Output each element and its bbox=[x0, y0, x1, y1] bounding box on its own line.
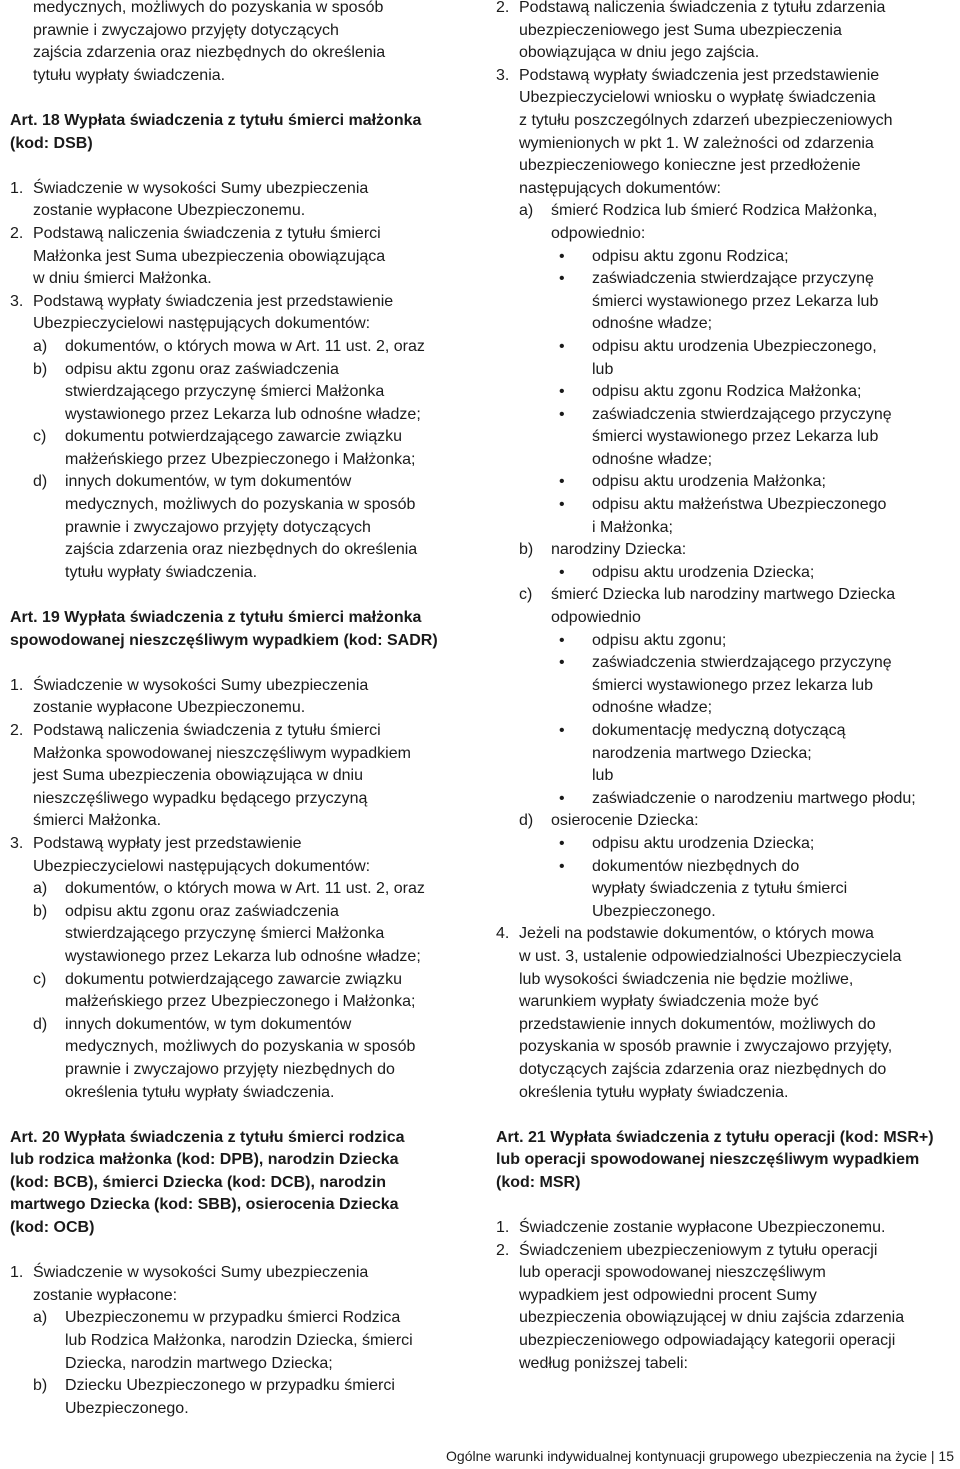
art19-p1: 1. Świadczenie w wysokości Sumy ubezpieczenia zostanie wypłacone Ubezpieczonemu. bbox=[10, 675, 462, 720]
text-line: Ubezpieczycielowi następujących dokumentów: bbox=[33, 315, 371, 333]
text-line: obowiązująca w dniu jego zajścia. bbox=[519, 44, 760, 62]
text-line: Art. 21 Wypłata świadczenia z tytułu operacji (kod: MSR+) bbox=[496, 1128, 934, 1146]
art18-b: b) odpisu aktu zgonu oraz zaświadczenia stwierdzającego przyczynę śmierci Małżonka wystawionego przez Lekarza lub odnośne władze; bbox=[10, 359, 462, 427]
text-line: określenia tytułu wypłaty świadczenia. bbox=[65, 1083, 335, 1101]
text-line: lub bbox=[592, 360, 614, 378]
art20-p3-b-bullets bbox=[496, 562, 958, 585]
text-line: zaświadczenia stwierdzającego przyczynę bbox=[592, 405, 892, 423]
text-line: Podstawą wypłaty świadczenia jest przedstawienie bbox=[33, 292, 394, 310]
text-line: narodziny Dziecka: bbox=[551, 541, 687, 559]
text-line: Podstawą naliczenia świadczenia z tytułu śmierci bbox=[33, 722, 381, 739]
text-line: lub operacji spowodowanej nieszczęśliwym bbox=[519, 1264, 826, 1282]
text-line: i Małżonka; bbox=[592, 518, 673, 536]
bullet-item bbox=[496, 381, 958, 404]
text-line: medycznych, możliwych do pozyskania w sposób bbox=[65, 496, 416, 514]
text-line: w dniu śmierci Małżonka. bbox=[33, 270, 212, 288]
art20-p3-d-bullets bbox=[496, 833, 958, 923]
text-line: stwierdzającego przyczynę śmierci Małżonka bbox=[65, 925, 385, 943]
text-line: ubezpieczeniowego odpowiadający kategorii operacji bbox=[519, 1332, 896, 1350]
text-line: Świadczenie w wysokości Sumy ubezpieczenia bbox=[33, 1264, 369, 1282]
text-line: lub operacji spowodowanej nieszczęśliwym wypadkiem bbox=[496, 1151, 920, 1169]
text-line: Ubezpieczycielowi następujących dokumentów: bbox=[33, 857, 371, 875]
text-line: Ubezpieczonego. bbox=[592, 902, 716, 920]
text-line: według poniższej tabeli: bbox=[519, 1354, 688, 1372]
text-line: osierocenie Dziecka: bbox=[551, 812, 699, 830]
bullet-icon: • bbox=[559, 405, 565, 423]
bullet-icon: • bbox=[559, 337, 565, 355]
text-line: dotyczących zajścia zdarzenia oraz niezbędnych do bbox=[519, 1060, 887, 1078]
text-line: narodzenia martwego Dziecka; bbox=[592, 744, 812, 762]
bullet-item bbox=[496, 630, 958, 653]
art19-c: c) dokumentu potwierdzającego zawarcie związku małżeńskiego przez Ubezpieczonego i Małżonka; bbox=[10, 969, 462, 1014]
art19-p3: 3. Podstawą wypłaty jest przedstawienie Ubezpieczycielowi następujących dokumentów: bbox=[10, 833, 462, 878]
art19-p2: 2. Podstawą naliczenia świadczenia z tytułu śmierci Małżonka spowodowanej nieszczęśliwym wypadkiem jest Suma ubezpieczenia obowiązująca w dniu nieszczęśliwego wypadku będącego przyczyną śmierci Małżonka. bbox=[10, 720, 462, 833]
text-line: śmierć Rodzica lub śmierć Rodzica Małżonka, bbox=[551, 202, 878, 220]
art20-p3-b: b) narodziny Dziecka: bbox=[496, 539, 958, 562]
text-line: Małżonka jest Suma ubezpieczenia obowiązująca bbox=[33, 247, 386, 265]
art20-p4: 4. Jeżeli na podstawie dokumentów, o których mowa w ust. 3, ustalenie odpowiedzialności Ubezpieczyciela lub wysokości świadczenia nie będzie możliwe, warunkiem wypłaty świadczenia może być przedstawienie innych dokumentów, możliwych do pozyskania w sposób prawnie i zwyczajowo przyjęty, dotyczących zajścia zdarzenia oraz niezbędnych do określenia tytułu wypłaty świadczenia. bbox=[496, 923, 958, 1104]
text-line: innych dokumentów, w tym dokumentów bbox=[65, 473, 352, 491]
art18-a: a) dokumentów, o których mowa w Art. 11 ust. 2, oraz bbox=[10, 336, 462, 359]
text-line: śmierci wystawionego przez Lekarza lub bbox=[592, 428, 879, 446]
bullet-item bbox=[496, 856, 958, 924]
bullet-icon: • bbox=[559, 631, 565, 649]
text-line: lub wysokości świadczenia nie będzie możliwe, bbox=[519, 970, 854, 988]
text-line: małżeńskiego przez Ubezpieczonego i Małżonka; bbox=[65, 993, 416, 1011]
text-line: zostanie wypłacone Ubezpieczonemu. bbox=[33, 202, 306, 220]
text-line: medycznych, możliwych do pozyskania w sposób bbox=[33, 0, 384, 16]
text-line: stwierdzającego przyczynę śmierci Małżonka bbox=[65, 383, 385, 401]
bullet-item bbox=[496, 246, 958, 269]
art19-d: d) innych dokumentów, w tym dokumentów medycznych, możliwych do pozyskania w sposób prawnie i zwyczajowo przyjęty niezbędnych do określenia tytułu wypłaty świadczenia. bbox=[10, 1014, 462, 1104]
text-line: odpisu aktu zgonu Rodzica Małżonka; bbox=[592, 383, 862, 401]
art20-p3-c: c) śmierć Dziecka lub narodziny martwego Dziecka odpowiednio bbox=[496, 584, 958, 629]
text-line: Podstawą wypłaty jest przedstawienie bbox=[33, 834, 302, 852]
text-line: odpisu aktu zgonu oraz zaświadczenia bbox=[65, 360, 339, 378]
art21-p2: 2. Świadczeniem ubezpieczeniowym z tytułu operacji lub operacji spowodowanej nieszczęśliwym wypadkiem jest odpowiedni procent Sumy ubezpieczenia obowiązującej w dniu zajścia zdarzenia ubezpieczeniowego odpowiadający kategorii operacji według poniższej tabeli: bbox=[496, 1240, 958, 1376]
art20-a: a) Ubezpieczonemu w przypadku śmierci Rodzica lub Rodzica Małżonka, narodzin Dziecka, śmierci Dziecka, narodzin martwego Dziecka; bbox=[10, 1307, 462, 1375]
text-line: śmierć Dziecka lub narodziny martwego Dziecka bbox=[551, 586, 896, 604]
text-line: prawnie i zwyczajowo przyjęty niezbędnych do bbox=[65, 1060, 395, 1078]
text-line: innych dokumentów, w tym dokumentów bbox=[65, 1015, 352, 1033]
text-line: wypadkiem jest odpowiedni procent Sumy bbox=[519, 1286, 817, 1304]
text-line: śmierci wystawionego przez Lekarza lub bbox=[592, 292, 879, 310]
art20-p3-c-bullets bbox=[496, 630, 958, 811]
text-line: Świadczeniem ubezpieczeniowym z tytułu operacji bbox=[519, 1241, 878, 1259]
text-line: odpisu aktu urodzenia Dziecka; bbox=[592, 834, 815, 852]
art21-p1: 1. Świadczenie zostanie wypłacone Ubezpieczonemu. bbox=[496, 1217, 958, 1240]
bullet-icon: • bbox=[559, 473, 565, 491]
text-line: odpowiednio: bbox=[551, 224, 646, 242]
text-line: warunkiem wypłaty świadczenia może być bbox=[519, 993, 819, 1011]
text-line: (kod: DSB) bbox=[10, 134, 93, 152]
text-line: (kod: MSR) bbox=[496, 1173, 581, 1191]
art20-title bbox=[10, 1127, 462, 1240]
right-column bbox=[496, 0, 958, 1375]
bullet-icon: • bbox=[559, 857, 565, 875]
bullet-item bbox=[496, 833, 958, 856]
bullet-icon: • bbox=[559, 383, 565, 401]
text-line: wypłaty świadczenia z tytułu śmierci bbox=[592, 880, 848, 898]
text-line: dokumentu potwierdzającego zawarcie związku bbox=[65, 428, 403, 446]
text-line: Świadczenie zostanie wypłacone Ubezpieczonemu. bbox=[519, 1219, 886, 1237]
text-line: następujących dokumentów: bbox=[519, 179, 721, 197]
text-line: zaświadczenia stwierdzające przyczynę bbox=[592, 270, 874, 288]
art20-b: b) Dziecku Ubezpieczonego w przypadku śmierci Ubezpieczonego. bbox=[10, 1375, 462, 1420]
text-line: spowodowanej nieszczęśliwym wypadkiem (kod: SADR) bbox=[10, 631, 438, 649]
text-line: odpisu aktu zgonu oraz zaświadczenia bbox=[65, 902, 339, 920]
text-line: z tytułu poszczególnych zdarzeń ubezpieczeniowych bbox=[519, 111, 893, 129]
text-line: dokumentu potwierdzającego zawarcie związku bbox=[65, 970, 403, 988]
bullet-item bbox=[496, 720, 958, 788]
art21-title bbox=[496, 1127, 958, 1195]
text-line: martwego Dziecka (kod: SBB), osierocenia Dziecka bbox=[10, 1196, 399, 1214]
text-line: odpowiednio bbox=[551, 609, 641, 627]
text-line: odpisu aktu małżeństwa Ubezpieczonego bbox=[592, 496, 887, 514]
page-footer: Ogólne warunki indywidualnej kontynuacji grupowego ubezpieczenia na życie | 15 bbox=[446, 1448, 954, 1464]
text-line: śmierci wystawionego przez lekarza lub bbox=[592, 676, 873, 694]
text-line: Art. 20 Wypłata świadczenia z tytułu śmierci rodzica bbox=[10, 1128, 405, 1146]
text-line: odpisu aktu urodzenia Małżonka; bbox=[592, 473, 826, 491]
text-line: zostanie wypłacone Ubezpieczonemu. bbox=[33, 699, 306, 717]
bullet-icon: • bbox=[559, 247, 565, 265]
text-line: zaświadczenie o narodzeniu martwego płodu; bbox=[592, 789, 916, 807]
text-line: dokumentów niezbędnych do bbox=[592, 857, 800, 875]
text-line: (kod: OCB) bbox=[10, 1219, 95, 1237]
bullet-item bbox=[496, 788, 958, 811]
text-line: dokumentów, o których mowa w Art. 11 ust. 2, oraz bbox=[65, 880, 425, 898]
text-line: Ubezpieczonemu w przypadku śmierci Rodzica bbox=[65, 1309, 401, 1327]
text-line: Dziecka, narodzin martwego Dziecka; bbox=[65, 1354, 333, 1372]
text-line: pozyskania w sposób prawnie i zwyczajowo przyjęty, bbox=[519, 1038, 893, 1056]
text-line: Małżonka spowodowanej nieszczęśliwym wypadkiem bbox=[33, 744, 411, 762]
art20-p3-d: d) osierocenie Dziecka: bbox=[496, 810, 958, 833]
continued-text bbox=[10, 0, 462, 87]
art20-p3: 3. Podstawą wypłaty świadczenia jest przedstawienie Ubezpieczycielowi wniosku o wypłatę świadczenia z tytułu poszczególnych zdarzeń ubezpieczeniowych wymienionych w pkt 1. W zależności od zdarzenia ubezpieczeniowego konieczne jest przedłożenie następujących dokumentów: bbox=[496, 65, 958, 201]
left-column bbox=[10, 0, 462, 1420]
text-line: odpisu aktu urodzenia Ubezpieczonego, bbox=[592, 337, 877, 355]
text-line: tytułu wypłaty świadczenia. bbox=[65, 563, 258, 581]
art18-c: c) dokumentu potwierdzającego zawarcie związku małżeńskiego przez Ubezpieczonego i Małżonka; bbox=[10, 426, 462, 471]
text-line: Podstawą wypłaty świadczenia jest przedstawienie bbox=[519, 66, 880, 84]
bullet-item bbox=[496, 471, 958, 494]
bullet-item bbox=[496, 652, 958, 720]
text-line: odpisu aktu zgonu Rodzica; bbox=[592, 247, 789, 265]
text-line: (kod: BCB), śmierci Dziecka (kod: DCB), narodzin bbox=[10, 1173, 387, 1191]
text-line: prawnie i zwyczajowo przyjęty dotyczących bbox=[33, 21, 339, 39]
text-line: Art. 19 Wypłata świadczenia z tytułu śmierci małżonka bbox=[10, 609, 422, 627]
text-line: w ust. 3, ustalenie odpowiedzialności Ubezpieczyciela bbox=[519, 947, 902, 965]
art18-p3: 3. Podstawą wypłaty świadczenia jest przedstawienie Ubezpieczycielowi następujących dokumentów: bbox=[10, 291, 462, 336]
text-line: odnośne władze; bbox=[592, 315, 713, 333]
text-line: przedstawienie innych dokumentów, możliwych do bbox=[519, 1015, 876, 1033]
bullet-item bbox=[496, 562, 958, 585]
text-line: zajścia zdarzenia oraz niezbędnych do określenia bbox=[33, 44, 386, 62]
text-line: odnośne władze; bbox=[592, 450, 713, 468]
art19-a: a) dokumentów, o których mowa w Art. 11 ust. 2, oraz bbox=[10, 878, 462, 901]
art20-p3-a: a) śmierć Rodzica lub śmierć Rodzica Małżonka, odpowiednio: bbox=[496, 200, 958, 245]
text-line: ubezpieczeniowego konieczne jest przedłożenie bbox=[519, 157, 861, 175]
art20-p3-a-bullets bbox=[496, 246, 958, 540]
text-line: dokumentów, o których mowa w Art. 11 ust. 2, oraz bbox=[65, 337, 425, 355]
text-line: tytułu wypłaty świadczenia. bbox=[33, 66, 226, 84]
text-line: Art. 18 Wypłata świadczenia z tytułu śmierci małżonka bbox=[10, 111, 422, 129]
text-line: lub Rodzica Małżonka, narodzin Dziecka, śmierci bbox=[65, 1332, 413, 1350]
text-line: określenia tytułu wypłaty świadczenia. bbox=[519, 1083, 789, 1101]
text-line: Podstawą naliczenia świadczenia z tytułu śmierci bbox=[33, 224, 381, 242]
text-line: wystawionego przez Lekarza lub odnośne władze; bbox=[65, 947, 421, 965]
bullet-icon: • bbox=[559, 789, 565, 807]
text-line: lub rodzica małżonka (kod: DPB), narodzin Dziecka bbox=[10, 1151, 399, 1169]
bullet-item bbox=[496, 494, 958, 539]
art20-p2: 2. Podstawą naliczenia świadczenia z tytułu zdarzenia ubezpieczeniowego jest Suma ubezpieczenia obowiązująca w dniu jego zajścia. bbox=[496, 0, 958, 65]
art18-d: d) innych dokumentów, w tym dokumentów medycznych, możliwych do pozyskania w sposób prawnie i zwyczajowo przyjęty dotyczących zajścia zdarzenia oraz niezbędnych do określenia tytułu wypłaty świadczenia. bbox=[10, 471, 462, 584]
bullet-item bbox=[496, 268, 958, 336]
text-line: odpisu aktu urodzenia Dziecka; bbox=[592, 563, 815, 581]
bullet-item bbox=[496, 404, 958, 472]
art19-title bbox=[10, 607, 462, 652]
bullet-icon: • bbox=[559, 563, 565, 581]
text-line: Świadczenie w wysokości Sumy ubezpieczenia bbox=[33, 179, 369, 197]
text-line: Ubezpieczycielowi wniosku o wypłatę świadczenia bbox=[519, 89, 876, 107]
text-line: Ubezpieczonego. bbox=[65, 1399, 189, 1417]
bullet-item bbox=[496, 336, 958, 381]
text-line: prawnie i zwyczajowo przyjęty dotyczących bbox=[65, 518, 371, 536]
text-line: jest Suma ubezpieczenia obowiązująca w dniu bbox=[33, 767, 363, 785]
bullet-icon: • bbox=[559, 654, 565, 672]
art18-p2: 2. Podstawą naliczenia świadczenia z tytułu śmierci Małżonka jest Suma ubezpieczenia obowiązująca w dniu śmierci Małżonka. bbox=[10, 223, 462, 291]
art19-b: b) odpisu aktu zgonu oraz zaświadczenia stwierdzającego przyczynę śmierci Małżonka wystawionego przez Lekarza lub odnośne władze; bbox=[10, 901, 462, 969]
text-line: lub bbox=[592, 767, 614, 785]
text-line: zostanie wypłacone: bbox=[33, 1286, 178, 1304]
text-line: wystawionego przez Lekarza lub odnośne władze; bbox=[65, 405, 421, 423]
text-line: nieszczęśliwego wypadku będącego przyczyną bbox=[33, 789, 368, 807]
text-line: Podstawą naliczenia świadczenia z tytułu zdarzenia bbox=[519, 0, 886, 16]
art18-title bbox=[10, 110, 462, 155]
bullet-icon: • bbox=[559, 834, 565, 852]
bullet-icon: • bbox=[559, 496, 565, 514]
text-line: odpisu aktu zgonu; bbox=[592, 631, 727, 649]
bullet-icon: • bbox=[559, 270, 565, 288]
text-line: Świadczenie w wysokości Sumy ubezpieczenia bbox=[33, 676, 369, 694]
art20-p1: 1. Świadczenie w wysokości Sumy ubezpieczenia zostanie wypłacone: bbox=[10, 1262, 462, 1307]
text-line: śmierci Małżonka. bbox=[33, 812, 162, 830]
text-line: zajścia zdarzenia oraz niezbędnych do określenia bbox=[65, 541, 418, 559]
text-line: wymienionych w pkt 1. W zależności od zdarzenia bbox=[519, 134, 874, 152]
text-line: ubezpieczeniowego jest Suma ubezpieczenia bbox=[519, 21, 842, 39]
text-line: Dziecku Ubezpieczonego w przypadku śmierci bbox=[65, 1377, 395, 1395]
text-line: małżeńskiego przez Ubezpieczonego i Małżonka; bbox=[65, 450, 416, 468]
text-line: zaświadczenia stwierdzającego przyczynę bbox=[592, 654, 892, 672]
text-line: odnośne władze; bbox=[592, 699, 713, 717]
art18-p1: 1. Świadczenie w wysokości Sumy ubezpieczenia zostanie wypłacone Ubezpieczonemu. bbox=[10, 178, 462, 223]
bullet-icon: • bbox=[559, 722, 565, 739]
text-line: medycznych, możliwych do pozyskania w sposób bbox=[65, 1038, 416, 1056]
text-line: dokumentację medyczną dotyczącą bbox=[592, 722, 846, 739]
text-line: Jeżeli na podstawie dokumentów, o których mowa bbox=[519, 925, 874, 943]
text-line: ubezpieczenia obowiązującej w dniu zajścia zdarzenia bbox=[519, 1309, 905, 1327]
